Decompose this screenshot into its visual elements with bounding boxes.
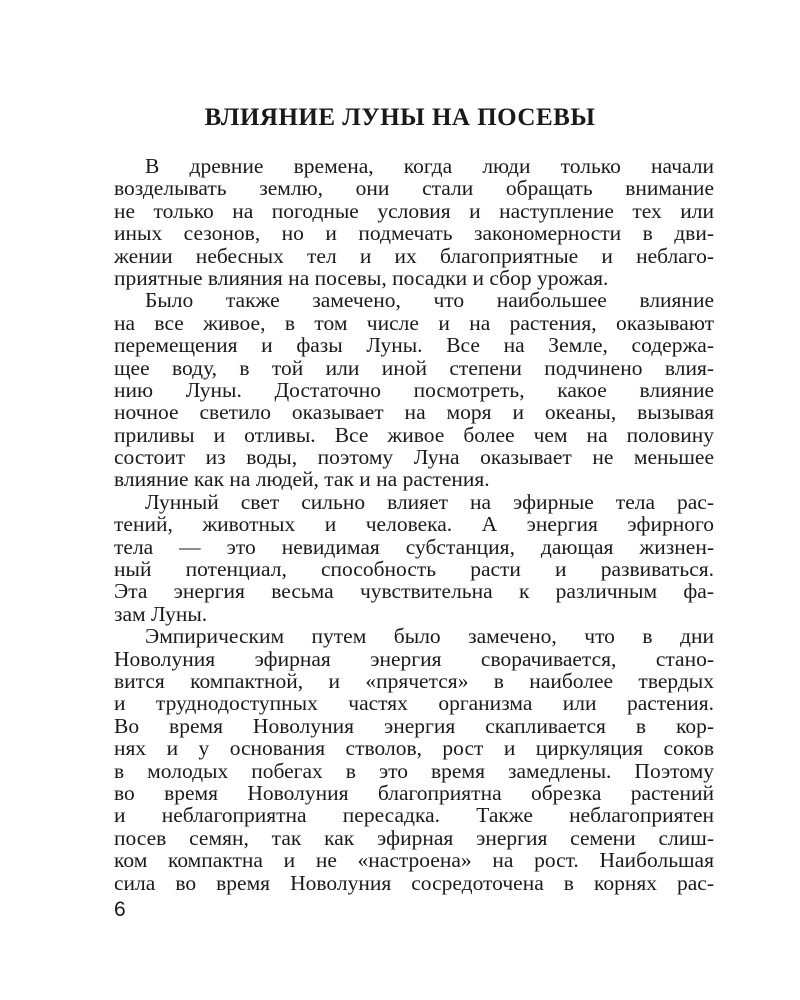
text-line: зам Луны.: [114, 601, 208, 626]
text-line: вится компактной, и «прячется» в наиболее твердых: [114, 668, 714, 693]
text-line: ком компактна и не «настроена» на рост. Наибольшая: [114, 848, 714, 873]
text-line: Было также замечено, что наибольшее влияние: [145, 288, 714, 313]
text-line: и неблагоприятна пересадка. Также неблагоприятен: [114, 803, 714, 828]
text-line: Лунный свет сильно влияет на эфирные тела рас-: [145, 489, 714, 514]
text-line: нию Луны. Достаточно посмотреть, какое влияние: [114, 377, 714, 402]
text-line: Новолуния эфирная энергия сворачивается, стано-: [114, 646, 714, 671]
text-line: щее воду, в той или иной степени подчинено влия-: [114, 355, 714, 380]
text-line: и труднодоступных частях организма или растения.: [114, 691, 714, 716]
text-line: не только на погодные условия и наступление тех или: [114, 198, 714, 223]
text-line: В древние времена, когда люди только начали: [145, 154, 714, 178]
text-line: состоит из воды, поэтому Луна оказывает не меньшее: [114, 445, 714, 470]
text-line: Эта энергия весьма чувствительна к различным фа-: [114, 579, 714, 604]
text-line: перемещения и фазы Луны. Все на Земле, содержа-: [114, 333, 714, 358]
text-line: тела — это невидимая субстанция, дающая жизнен-: [114, 534, 714, 559]
text-line: посев семян, так как эфирная энергия семени слиш-: [114, 825, 714, 850]
text-line: Во время Новолуния энергия скапливается в кор-: [114, 713, 714, 738]
text-line: ночное светило оказывает на моря и океаны, вызывая: [114, 400, 714, 425]
text-line: в молодых побегах в это время замедлены. Поэтому: [114, 758, 714, 783]
text-line: приятные влияния на посевы, посадки и сбор урожая.: [114, 265, 609, 290]
text-line: влияние как на людей, так и на растения.: [114, 467, 490, 492]
text-line: приливы и отливы. Все живое более чем на половину: [114, 422, 714, 447]
text-line: иных сезонов, но и подмечать закономерности в дви-: [114, 221, 714, 246]
text-line: нях и у основания стволов, рост и циркуляция соков: [114, 736, 714, 761]
text-line: Эмпирическим путем было замечено, что в дни: [145, 624, 714, 649]
text-line: сила во время Новолуния сосредоточена в корнях рас-: [114, 870, 714, 895]
text-line: тений, животных и человека. А энергия эфирного: [114, 512, 714, 537]
text-line: возделывать землю, они стали обращать внимание: [114, 176, 714, 201]
body-text: [114, 155, 714, 894]
page-number: 6: [114, 898, 126, 921]
page-title: ВЛИЯНИЕ ЛУНЫ НА ПОСЕВЫ: [204, 104, 596, 131]
text-line: во время Новолуния благоприятна обрезка растений: [114, 780, 714, 805]
text-line: на все живое, в том числе и на растения, оказывают: [114, 310, 714, 335]
text-line: жении небесных тел и их благоприятные и неблаго-: [114, 243, 714, 268]
text-line: ный потенциал, способность расти и развиваться.: [114, 557, 714, 582]
